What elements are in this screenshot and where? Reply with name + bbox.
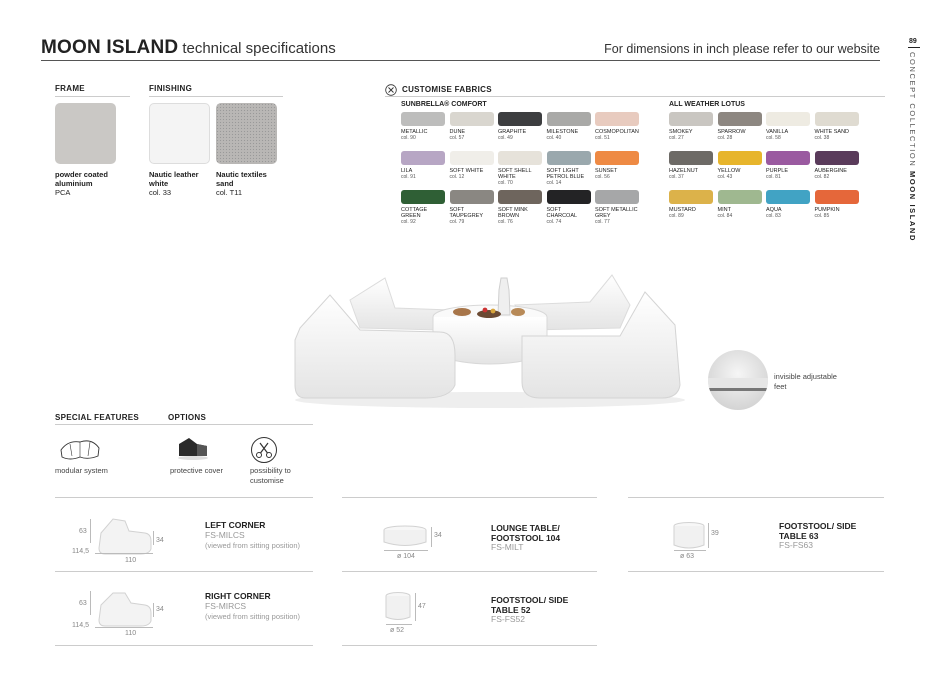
fabric-swatch-yellow	[718, 151, 762, 180]
finishing-col: col. 33	[149, 188, 172, 197]
dimension-line	[708, 523, 709, 548]
product-note: (viewed from sitting position)	[205, 541, 301, 550]
fabric-name: SMOKEY	[669, 129, 693, 135]
product-footstool-52	[342, 577, 597, 641]
fabric-name: AUBERGINE	[814, 168, 847, 174]
fabric-color-chip	[498, 190, 542, 204]
fabric-col: col. 83	[766, 213, 781, 219]
page-title	[41, 37, 336, 59]
left-corner-drawing	[95, 517, 153, 557]
fabric-name: SPARROW	[717, 129, 746, 135]
special-features-heading: SPECIAL FEATURES	[55, 413, 140, 422]
dimension-line	[431, 527, 432, 547]
dimension-line	[674, 550, 706, 551]
finishing-caption-textiles	[216, 170, 280, 197]
right-corner-drawing	[95, 589, 153, 629]
customise-scissors-icon	[250, 436, 278, 464]
fabric-swatch-lila	[401, 151, 445, 180]
fabric-name: MINT	[717, 207, 731, 213]
options-heading: OPTIONS	[168, 413, 207, 422]
fabric-name: SOFT TAUPEGREY	[449, 207, 484, 219]
modular-system-label: modular system	[55, 466, 108, 475]
product-code: FS-FS63	[779, 540, 814, 550]
fabric-swatch-purple	[766, 151, 810, 180]
fabric-color-chip	[766, 190, 810, 204]
fabric-color-chip	[401, 151, 445, 165]
fabric-col: col. 56	[595, 174, 610, 180]
page-number: 89	[909, 38, 917, 45]
dim-width: 110	[125, 557, 137, 564]
product-note: (viewed from sitting position)	[205, 612, 301, 621]
fabric-color-chip	[815, 112, 859, 126]
finishing-caption-leather	[149, 170, 213, 197]
dim-height: 34	[434, 532, 442, 539]
product-code: FS-MIRCS	[205, 601, 247, 611]
fabric-name: LILA	[401, 168, 413, 174]
fabric-col: col. 70	[498, 180, 513, 186]
product-code: FS-MILT	[491, 542, 524, 552]
product-code: FS-MILCS	[205, 530, 245, 540]
fabric-color-chip	[498, 151, 542, 165]
title-light: technical specifications	[182, 40, 336, 57]
fabric-color-chip	[595, 112, 639, 126]
fabric-name: HAZELNUT	[669, 168, 699, 174]
frame-swatch	[55, 103, 116, 164]
fabric-swatch-soft-charcoal	[547, 190, 591, 225]
fabric-color-chip	[718, 190, 762, 204]
product-rule	[55, 571, 313, 572]
dimension-line	[90, 519, 91, 543]
fabric-name: WHITE SAND	[814, 129, 850, 135]
frame-caption	[55, 170, 125, 197]
fabric-color-chip	[815, 151, 859, 165]
dimensions-note: For dimensions in inch please refer to our website	[604, 42, 880, 56]
dimension-line	[415, 593, 416, 621]
product-rule	[342, 571, 597, 572]
lounge-table-drawing	[382, 525, 428, 549]
product-rule	[55, 645, 313, 646]
fabric-col: col. 92	[401, 219, 416, 225]
fabric-color-chip	[669, 151, 713, 165]
footstool-52-drawing	[384, 591, 412, 623]
fabric-col: col. 74	[546, 219, 562, 225]
fabric-name: VANILLA	[766, 129, 789, 135]
fabric-col: col. 27	[669, 135, 684, 141]
dimension-line	[95, 627, 153, 628]
dim-depth: 114,5	[72, 622, 89, 629]
fabric-col: col. 85	[814, 213, 830, 219]
dimension-line	[384, 550, 428, 551]
fabric-name: GRAPHITE	[498, 129, 527, 135]
fabric-name: MILESTONE	[546, 129, 579, 135]
fabric-col: col. 49	[498, 135, 513, 141]
fabric-swatch-metallic	[401, 112, 445, 141]
fabric-color-chip	[401, 190, 445, 204]
product-footstool-63	[628, 505, 884, 567]
fabric-swatch-aqua	[766, 190, 810, 219]
dim-height: 63	[79, 528, 87, 535]
side-divider	[908, 47, 920, 48]
fabric-swatch-white-sand	[815, 112, 859, 141]
fabric-name: YELLOW	[717, 168, 741, 174]
customise-fabrics-header	[385, 83, 397, 101]
dim-diameter: ø 104	[397, 553, 415, 560]
collection-label: CONCEPT COLLECTION	[908, 52, 917, 168]
fabric-color-chip	[401, 112, 445, 126]
fabric-col: col. 79	[449, 219, 465, 225]
scissors-icon	[385, 84, 397, 96]
fabric-swatch-milestone	[547, 112, 591, 141]
modular-system-icon	[58, 436, 102, 462]
product-right-corner	[55, 577, 313, 641]
fabric-swatch-soft-metallic-grey	[595, 190, 639, 225]
fabric-col: col. 40	[546, 135, 562, 141]
product-name: FOOTSTOOL/ SIDE TABLE 52	[491, 595, 569, 615]
hero-sofa-image	[290, 270, 690, 415]
fabric-col: col. 28	[717, 135, 733, 141]
fabric-swatch-soft-mink-brown	[498, 190, 542, 225]
fabric-swatch-soft-taupegrey	[450, 190, 494, 225]
product-name: LOUNGE TABLE/ FOOTSTOOL 104	[491, 523, 561, 543]
fabric-swatch-soft-light-petrol-blue	[547, 151, 591, 186]
fabric-swatch-aubergine	[815, 151, 859, 180]
fabric-col: col. 51	[595, 135, 610, 141]
product-rule	[628, 497, 884, 498]
dimension-line	[153, 603, 154, 617]
product-rule	[55, 497, 313, 498]
fabric-name: SOFT SHELL WHITE	[498, 168, 532, 180]
fabric-name: SUNSET	[595, 168, 618, 174]
product-rule	[342, 497, 597, 498]
fabric-name: COTTAGE GREEN	[401, 207, 428, 219]
product-rule	[342, 645, 597, 646]
product-left-corner	[55, 505, 313, 567]
fabric-swatch-pumpkin	[815, 190, 859, 219]
footstool-63-drawing	[672, 521, 706, 551]
collection-name: MOON ISLAND	[908, 171, 917, 242]
title-bold: MOON ISLAND	[41, 37, 179, 58]
frame-rule	[55, 96, 130, 97]
fabric-col: col. 77	[595, 219, 610, 225]
fabric-col: col. 89	[669, 213, 684, 219]
feet-callout-text: invisible adjustable feet	[774, 372, 837, 391]
fabric-swatch-vanilla	[766, 112, 810, 141]
fabric-color-chip	[450, 112, 494, 126]
dimension-line	[153, 531, 154, 545]
fabric-swatch-soft-white	[450, 151, 494, 180]
fabric-col: col. 14	[546, 180, 562, 186]
dimension-line	[386, 624, 412, 625]
fabric-col: col. 58	[766, 135, 781, 141]
dim-height: 39	[711, 530, 719, 537]
fabric-name: PURPLE	[766, 168, 789, 174]
dim-diameter: ø 63	[680, 553, 695, 560]
fabric-swatch-soft-shell-white	[498, 151, 542, 186]
fabric-color-chip	[669, 190, 713, 204]
side-collection-label	[908, 52, 917, 242]
protective-cover-icon	[175, 434, 211, 462]
dim-seat: 34	[156, 537, 164, 544]
fabric-col: col. 81	[766, 174, 781, 180]
fabric-name: COSMOPOLITAN	[595, 129, 639, 135]
fabric-col: col. 37	[669, 174, 684, 180]
finishing-rule	[149, 96, 283, 97]
fabric-swatch-mint	[718, 190, 762, 219]
dim-height: 63	[79, 600, 87, 607]
fabric-name: PUMPKIN	[814, 207, 840, 213]
finishing-col: col. T11	[216, 188, 242, 197]
fabric-color-chip	[547, 151, 591, 165]
finishing-swatch-textiles	[216, 103, 277, 164]
fabric-swatch-smokey	[669, 112, 713, 141]
product-name: FOOTSTOOL/ SIDE TABLE 63	[779, 521, 857, 541]
fabric-col: col. 91	[401, 174, 416, 180]
fabric-name: SOFT LIGHT PETROL BLUE	[546, 168, 585, 180]
fabric-name: METALLIC	[401, 129, 428, 135]
fabric-name: SOFT WHITE	[449, 168, 484, 174]
frame-code: PCA	[55, 188, 71, 197]
fabric-name: SOFT CHARCOAL	[546, 207, 578, 219]
fabric-color-chip	[766, 112, 810, 126]
fabric-col: col. 76	[498, 219, 513, 225]
protective-cover-label: protective cover	[170, 466, 223, 475]
fabric-color-chip	[815, 190, 859, 204]
fabric-col: col. 90	[401, 135, 416, 141]
fabric-swatch-dune	[450, 112, 494, 141]
product-code: FS-FS52	[491, 614, 526, 624]
dim-height: 47	[418, 603, 426, 610]
fabric-col: col. 43	[717, 174, 733, 180]
fabric-swatch-hazelnut	[669, 151, 713, 180]
fabric-name: MUSTARD	[669, 207, 696, 213]
fabric-color-chip	[547, 190, 591, 204]
fabric-name: SOFT MINK BROWN	[498, 207, 528, 219]
product-name: LEFT CORNER	[205, 520, 266, 530]
frame-label: powder coated aluminium	[55, 170, 108, 188]
fabric-color-chip	[766, 151, 810, 165]
fabric-col: col. 84	[717, 213, 733, 219]
fabric-col: col. 82	[814, 174, 830, 180]
product-name: RIGHT CORNER	[205, 591, 271, 601]
fabric-name: AQUA	[766, 207, 782, 213]
lotus-heading: ALL WEATHER LOTUS	[669, 101, 745, 108]
fabric-name: SOFT METALLIC GREY	[595, 207, 638, 219]
dimension-line	[90, 591, 91, 615]
finishing-swatch-leather	[149, 103, 210, 164]
fabrics-rule	[385, 96, 885, 97]
customise-label: possibility to customise	[250, 466, 291, 485]
product-rule	[628, 571, 884, 572]
fabric-color-chip	[450, 151, 494, 165]
fabric-color-chip	[595, 151, 639, 165]
feet-detail-circle	[708, 350, 768, 410]
header-divider	[41, 60, 880, 61]
fabric-color-chip	[718, 112, 762, 126]
fabric-swatch-cottage-green	[401, 190, 445, 225]
fabric-color-chip	[450, 190, 494, 204]
dim-diameter: ø 52	[390, 627, 405, 634]
fabric-swatch-cosmopolitan	[595, 112, 639, 141]
finishing-heading: FINISHING	[149, 84, 193, 93]
fabric-color-chip	[547, 112, 591, 126]
finishing-name: Nautic leather white	[149, 170, 199, 188]
fabrics-heading: CUSTOMISE FABRICS	[402, 85, 492, 94]
fabric-col: col. 38	[814, 135, 830, 141]
fabric-color-chip	[669, 112, 713, 126]
product-lounge-table	[342, 505, 597, 567]
features-rule	[55, 424, 313, 425]
fabric-swatch-graphite	[498, 112, 542, 141]
sunbrella-heading: SUNBRELLA® COMFORT	[401, 101, 487, 108]
dimension-line	[95, 553, 153, 554]
fabric-color-chip	[718, 151, 762, 165]
frame-heading: FRAME	[55, 84, 85, 93]
fabric-col: col. 12	[449, 174, 465, 180]
fabric-swatch-mustard	[669, 190, 713, 219]
dim-width: 110	[125, 630, 137, 637]
fabric-name: DUNE	[449, 129, 466, 135]
dim-seat: 34	[156, 606, 164, 613]
fabric-color-chip	[595, 190, 639, 204]
fabric-col: col. 57	[449, 135, 465, 141]
finishing-name: Nautic textiles sand	[216, 170, 267, 188]
fabric-swatch-sunset	[595, 151, 639, 180]
dim-depth: 114,5	[72, 548, 89, 555]
fabric-swatch-sparrow	[718, 112, 762, 141]
fabric-color-chip	[498, 112, 542, 126]
